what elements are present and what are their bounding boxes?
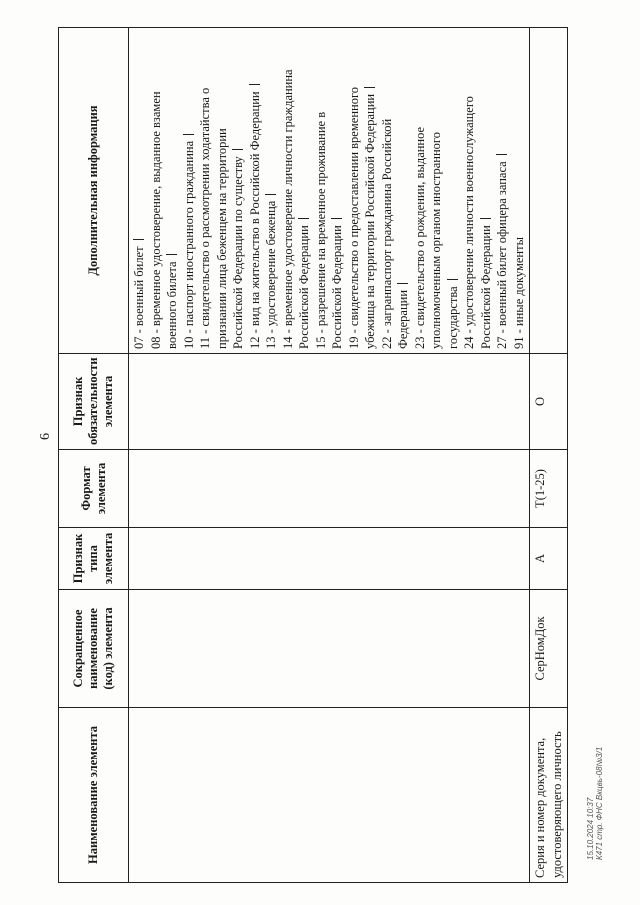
cell-element-format: T(1-25) bbox=[530, 450, 568, 528]
document-code-line bbox=[478, 32, 495, 349]
rotated-table-container bbox=[58, 28, 564, 883]
electronic-stamp bbox=[586, 747, 604, 860]
document-code-text: 23 - свидетельство о рождении, выданное bbox=[412, 126, 427, 349]
document-code-text: Российской Федерации по существу bbox=[231, 156, 245, 349]
document-code-text: государства bbox=[445, 286, 460, 349]
document-code-text: 15 - разрешение на временное проживание в bbox=[313, 111, 328, 349]
document-code-text: 12 - вид на жительство в Российской Федерации bbox=[247, 91, 262, 349]
separator-bar bbox=[232, 149, 243, 150]
document-code-line bbox=[247, 32, 264, 349]
document-code-line bbox=[412, 32, 429, 349]
document-code-line bbox=[362, 32, 379, 349]
table-header-row bbox=[59, 28, 129, 883]
cell-empty-type bbox=[129, 528, 530, 590]
document-code-text: 19 - свидетельство о предоставлении временного bbox=[346, 86, 361, 349]
document-code-text: 91 - иные документы bbox=[511, 237, 526, 349]
document-code-line bbox=[296, 32, 313, 349]
cell-empty-required bbox=[129, 354, 530, 450]
document-code-line bbox=[263, 32, 280, 349]
cell-element-code: СерНомДок bbox=[530, 590, 568, 708]
cell-document-codes-list bbox=[129, 28, 530, 354]
separator-bar bbox=[364, 87, 375, 88]
document-code-text: 07 - военный билет bbox=[132, 246, 146, 349]
document-code-text: Российской Федерации bbox=[330, 225, 344, 349]
document-code-text: 22 - загранпаспорт гражданина Российской bbox=[379, 118, 394, 349]
document-code-line bbox=[214, 32, 231, 349]
document-code-line bbox=[280, 32, 297, 349]
document-code-text: 08 - временное удостоверение, выданное взамен bbox=[148, 91, 163, 349]
document-code-text: 14 - временное удостоверение личности гражданина bbox=[280, 69, 295, 349]
document-code-line bbox=[230, 32, 247, 349]
document-code-text: убежища на территории Российской Федерации bbox=[363, 93, 377, 349]
document-code-line bbox=[164, 32, 181, 349]
document-code-line bbox=[461, 32, 478, 349]
cell-element-required: О bbox=[530, 354, 568, 450]
document-code-line bbox=[428, 32, 445, 349]
separator-bar bbox=[397, 283, 408, 284]
header-element-required: Признак обязательности элемента bbox=[59, 354, 129, 450]
elements-table bbox=[58, 27, 568, 883]
separator-bar bbox=[298, 218, 309, 219]
separator-bar bbox=[480, 218, 491, 219]
document-code-text: 27 - военный билет офицера запаса bbox=[495, 161, 509, 349]
table-row-continuation bbox=[129, 28, 530, 883]
cell-element-type: А bbox=[530, 528, 568, 590]
document-code-line bbox=[511, 32, 528, 349]
cell-empty-name bbox=[129, 708, 530, 883]
document-code-text: 24 - удостоверение личности военнослужащего bbox=[462, 96, 476, 349]
header-element-format: Формат элемента bbox=[59, 450, 129, 528]
table-row-series-number bbox=[530, 28, 568, 883]
header-extra-info: Дополнительная информация bbox=[59, 28, 129, 354]
document-code-text: 10 - паспорт иностранного гражданина bbox=[181, 140, 196, 349]
page-number: 6 bbox=[38, 433, 53, 440]
stamp-line-date: 15.10.2024 10:37 bbox=[586, 797, 595, 860]
document-code-text: Российской Федерации bbox=[478, 225, 493, 349]
header-element-type: Признак типа элемента bbox=[59, 528, 129, 590]
stamp-line-ref: К471 стр. ФНС Вкцвь-08№3/1 bbox=[595, 746, 605, 860]
separator-bar bbox=[496, 154, 507, 155]
document-code-text: 13 - удостоверение беженца bbox=[264, 200, 278, 349]
cell-empty-format bbox=[129, 450, 530, 528]
document-code-line bbox=[197, 32, 214, 349]
separator-bar bbox=[249, 84, 260, 85]
document-code-text: военного билета bbox=[165, 261, 179, 349]
document-code-text: 11 - свидетельство о рассмотрении ходатайства о bbox=[198, 87, 212, 349]
document-code-line bbox=[494, 32, 511, 349]
cell-element-name: Серия и номер документа, удостоверяющего личность bbox=[530, 708, 568, 883]
document-code-text: признании лица беженцем на территории bbox=[214, 128, 229, 349]
document-code-line bbox=[395, 32, 412, 349]
header-element-name: Наименование элемента bbox=[59, 708, 129, 883]
separator-bar bbox=[183, 134, 194, 135]
document-code-text: Российской Федерации bbox=[297, 225, 311, 349]
document-code-line bbox=[148, 32, 165, 349]
document-code-line bbox=[329, 32, 346, 349]
document-code-text: уполномоченным органом иностранного bbox=[429, 132, 443, 349]
separator-bar bbox=[166, 254, 177, 255]
separator-bar bbox=[133, 239, 144, 240]
document-code-text: Федерации bbox=[396, 289, 410, 349]
document-code-line bbox=[313, 32, 330, 349]
document-code-line bbox=[131, 32, 148, 349]
separator-bar bbox=[447, 279, 458, 280]
header-element-code: Сокращенное наименование (код) элемента bbox=[59, 590, 129, 708]
document-code-line bbox=[445, 32, 462, 349]
document-code-line bbox=[379, 32, 396, 349]
cell-empty-code bbox=[129, 590, 530, 708]
document-code-line bbox=[181, 32, 198, 349]
separator-bar bbox=[265, 194, 276, 195]
cell-element-extra bbox=[530, 28, 568, 354]
document-code-line bbox=[346, 32, 363, 349]
separator-bar bbox=[331, 218, 342, 219]
